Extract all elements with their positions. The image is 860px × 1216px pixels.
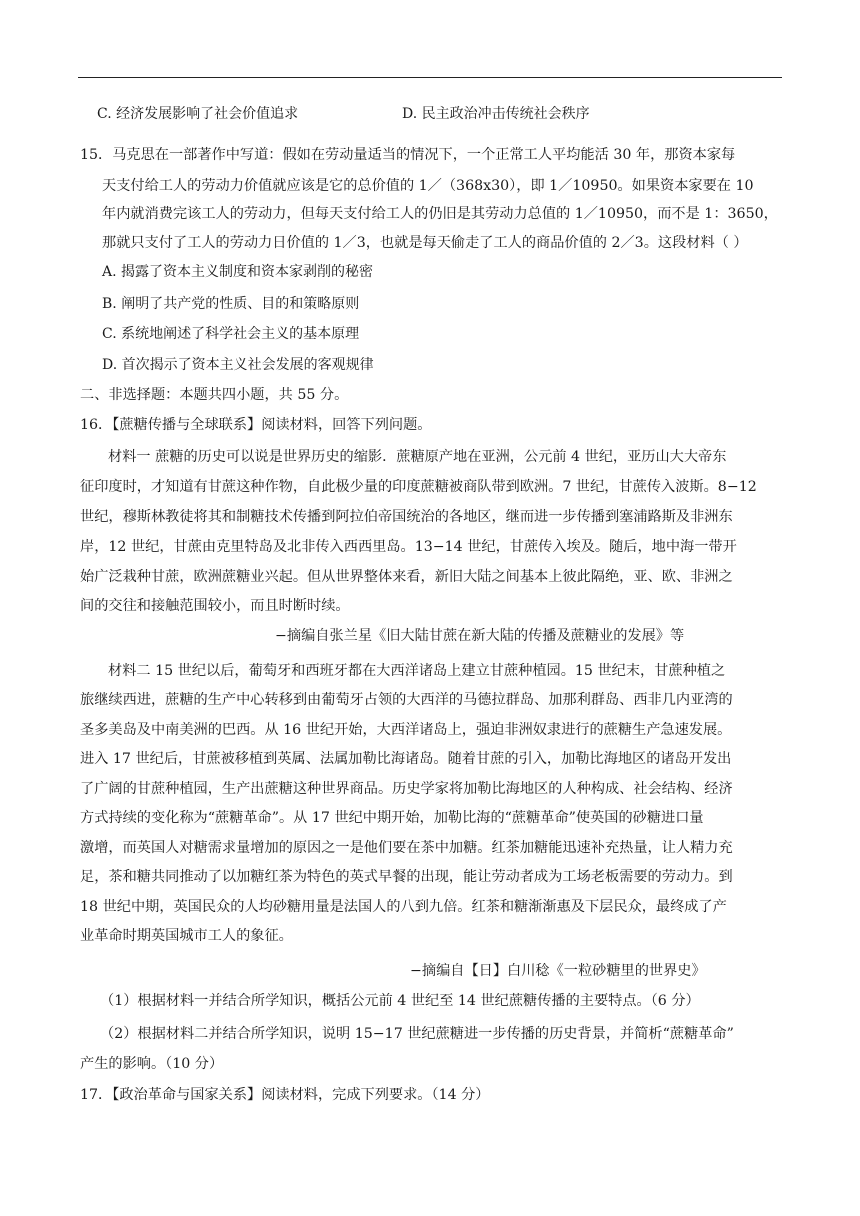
header-rule bbox=[78, 77, 782, 78]
q16-ask-1: （1）根据材料一并结合所学知识，概括公元前 4 世纪至 14 世纪蔗糖传播的主要特点。（6 分） bbox=[100, 993, 700, 1009]
q16-material-2-line: 了广阔的甘蔗种植园，生产出蔗糖这种世界商品。历史学家将加勒比海地区的人种构成、社会结构、经济 bbox=[80, 781, 733, 797]
q15-stem-line-3: 年内就消费完该工人的劳动力，但每天支付给工人的仍旧是其劳动力总值的 1／10950，而不是 1：3650， bbox=[102, 206, 778, 222]
q16-material-2-line: 18 世纪中期，英国民众的人均砂糖用量是法国人的八到九倍。红茶和糖渐渐惠及下层民众，最终成了产 bbox=[80, 899, 727, 915]
q15-stem-line-1: 15．马克思在一部著作中写道：假如在劳动量适当的情况下，一个正常工人平均能活 30 年，那资本家每 bbox=[80, 147, 736, 163]
q16-ask-2-line-1: （2）根据材料二并结合所学知识，说明 15−17 世纪蔗糖进一步传播的历史背景，并简析“蔗糖革命” bbox=[100, 1026, 734, 1042]
q16-material-1-line: 材料一 蔗糖的历史可以说是世界历史的缩影．蔗糖原产地在亚洲，公元前 4 世纪，亚历山大大帝东 bbox=[108, 449, 727, 465]
q16-ask-2-line-2: 产生的影响。（10 分） bbox=[80, 1056, 224, 1072]
q16-material-1-line: 世纪，穆斯林教徒将其和制糖技术传播到阿拉伯帝国统治的各地区，继而进一步传播到塞浦路斯及非洲东 bbox=[80, 509, 733, 525]
q16-material-2-source: −摘编自【日】白川稔《一粒砂糖里的世界史》 bbox=[410, 963, 706, 979]
q16-material-1-source: −摘编自张兰星《旧大陆甘蔗在新大陆的传播及蔗糖业的发展》等 bbox=[275, 628, 685, 644]
q14-option-d: D. 民主政治冲击传统社会秩序 bbox=[402, 106, 590, 122]
q15-option-a: A. 揭露了资本主义制度和资本家剥削的秘密 bbox=[102, 264, 374, 280]
q15-option-c: C. 系统地阐述了科学社会主义的基本原理 bbox=[102, 326, 360, 342]
q16-material-1-line: 征印度时，才知道有甘蔗这种作物，自此极少量的印度蔗糖被商队带到欧洲。7 世纪，甘蔗传入波斯。8−12 bbox=[80, 479, 757, 495]
q15-stem-line-2: 天支付给工人的劳动力价值就应该是它的总价值的 1／（368x30），即 1／10950。如果资本家要在 10 bbox=[102, 178, 754, 194]
q16-title: 16．【蔗糖传播与全球联系】阅读材料，回答下列问题。 bbox=[80, 417, 432, 433]
q15-stem-line-4: 那就只支付了工人的劳动力日价值的 1／3，也就是每天偷走了工人的商品价值的 2／3。这段材料（ ） bbox=[102, 235, 748, 251]
section-2-heading: 二、非选择题：本题共四小题，共 55 分。 bbox=[80, 387, 349, 403]
q16-material-2-line: 激增，而英国人对糖需求量增加的原因之一是他们要在茶中加糖。红茶加糖能迅速补充热量，让人精力充 bbox=[80, 840, 733, 856]
q15-option-b: B. 阐明了共产党的性质、目的和策略原则 bbox=[102, 296, 360, 312]
q16-material-2-line: 足，茶和糖共同推动了以加糖红茶为特色的英式早餐的出现，能让劳动者成为工场老板需要的劳动力。到 bbox=[80, 869, 733, 885]
q16-material-2-line: 方式持续的变化称为“蔗糖革命”。从 17 世纪中期开始，加勒比海的“蔗糖革命”使英国的砂糖进口量 bbox=[80, 810, 704, 826]
q16-material-2-line: 材料二 15 世纪以后，葡萄牙和西班牙都在大西洋诸岛上建立甘蔗种植园。15 世纪末，甘蔗种植之 bbox=[108, 663, 726, 679]
q16-material-1-line: 始广泛栽种甘蔗，欧洲蔗糖业兴起。但从世界整体来看，新旧大陆之间基本上彼此隔绝，亚、欧、非洲之 bbox=[80, 569, 733, 585]
q16-material-2-line: 旅继续西进，蔗糖的生产中心转移到由葡萄牙占领的大西洋的马德拉群岛、加那利群岛、西非几内亚湾的 bbox=[80, 692, 733, 708]
q16-material-2-line: 圣多美岛及中南美洲的巴西。从 16 世纪开始，大西洋诸岛上，强迫非洲奴隶进行的蔗糖生产急速发展。 bbox=[80, 722, 732, 738]
q14-option-c: C. 经济发展影响了社会价值追求 bbox=[97, 106, 299, 122]
q16-material-2-line: 进入 17 世纪后，甘蔗被移植到英属、法属加勒比海诸岛。随着甘蔗的引入，加勒比海地区的诸岛开发出 bbox=[80, 751, 732, 767]
q16-material-1-line: 间的交往和接触范围较小，而且时断时续。 bbox=[80, 598, 350, 614]
q16-material-2-line: 业革命时期英国城市工人的象征。 bbox=[80, 928, 293, 944]
q15-option-d: D. 首次揭示了资本主义社会发展的客观规律 bbox=[102, 357, 374, 373]
q17-title: 17．【政治革命与国家关系】阅读材料，完成下列要求。（14 分） bbox=[80, 1087, 490, 1103]
q16-material-1-line: 岸，12 世纪，甘蔗由克里特岛及北非传入西西里岛。13−14 世纪，甘蔗传入埃及。随后，地中海一带开 bbox=[80, 539, 737, 555]
